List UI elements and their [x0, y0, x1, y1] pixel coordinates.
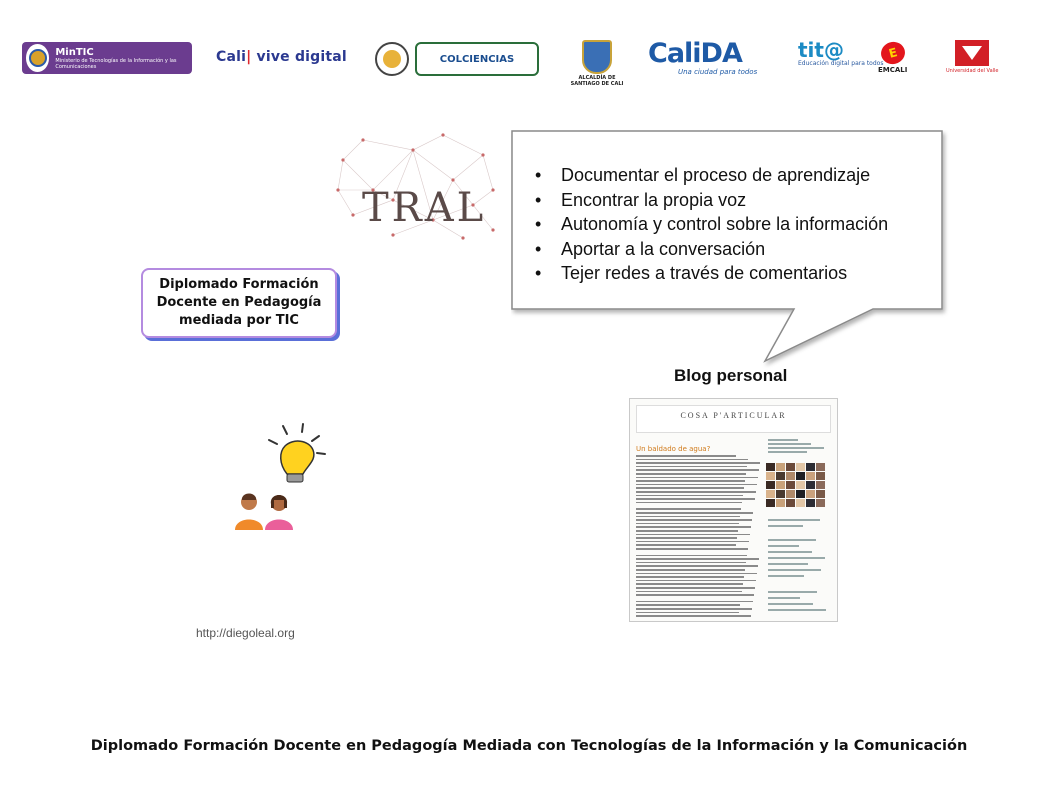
blog-post-title: Un baldado de agua? — [636, 445, 711, 453]
source-url: http://diegoleal.org — [196, 626, 295, 640]
diplomado-label: Diplomado Formación Docente en Pedagogía mediada por TIC — [156, 277, 322, 328]
blog-sidebar-line — [768, 551, 812, 553]
tita-wordmark: tit@ — [798, 38, 844, 62]
blog-name: COSA P'ARTICULAR — [680, 411, 787, 420]
blog-text-line — [636, 484, 757, 486]
blog-text-line — [636, 459, 748, 461]
follower-avatar — [786, 499, 795, 507]
cali-vive-digital-logo: Cali | vive digital — [216, 49, 347, 65]
follower-avatar — [766, 490, 775, 498]
people-icon — [232, 490, 298, 532]
colombia-seal-icon — [26, 44, 49, 72]
cali-vive-digital-b: vive digital — [256, 49, 347, 65]
blog-text-line — [636, 555, 747, 557]
blog-sidebar-line — [768, 443, 811, 445]
blog-sidebar-line — [768, 545, 799, 547]
univalle-label: Universidad del Valle — [946, 68, 999, 74]
blog-sidebar-line — [768, 563, 808, 565]
follower-avatar — [816, 499, 825, 507]
blog-text-line — [636, 462, 760, 464]
blog-text-line — [636, 615, 751, 617]
follower-avatar — [766, 481, 775, 489]
tita-logo — [798, 40, 883, 67]
blog-text-line — [636, 558, 759, 560]
blog-sidebar-line — [768, 439, 798, 441]
blog-text-line — [636, 565, 758, 567]
follower-avatar — [806, 463, 815, 471]
blog-text-line — [636, 541, 749, 543]
colombia-shield-icon — [375, 42, 409, 76]
footer-caption: Diplomado Formación Docente en Pedagogía Mediada con Tecnologías de la Información y la Comunicación — [90, 738, 968, 754]
cali-vive-digital-a: Cali — [216, 49, 247, 65]
blog-text-line — [636, 604, 740, 606]
blog-text-line — [636, 495, 743, 497]
blog-text-line — [636, 512, 753, 514]
blog-text-line — [636, 534, 750, 536]
blog-text-line — [636, 491, 756, 493]
blog-sidebar-line — [768, 597, 800, 599]
blog-text-line — [636, 569, 745, 571]
blog-text-line — [636, 587, 755, 589]
blog-text-line — [636, 480, 745, 482]
blog-text-line — [636, 548, 748, 550]
blog-sidebar-line — [768, 609, 826, 611]
blog-text-line — [636, 526, 751, 528]
tral-benefits-list — [535, 163, 888, 286]
blog-sidebar-line — [768, 519, 820, 521]
blog-personal-title: Blog personal — [674, 366, 788, 385]
blog-text-line — [636, 523, 739, 525]
emcali-mark-icon: E — [878, 39, 907, 66]
follower-avatar — [776, 472, 785, 480]
follower-avatar — [776, 463, 785, 471]
blog-sidebar-line — [768, 447, 824, 449]
follower-avatar — [766, 472, 775, 480]
follower-avatar — [766, 499, 775, 507]
blog-text-line — [636, 594, 754, 596]
list-item: • Aportar a la conversación — [535, 237, 888, 262]
follower-avatar — [816, 463, 825, 471]
blog-text-line — [636, 473, 746, 475]
follower-avatar — [796, 490, 805, 498]
alcaldia-label: ALCALDÍA DE SANTIAGO DE CALI — [570, 75, 624, 87]
follower-avatar — [816, 481, 825, 489]
blog-screenshot — [629, 398, 838, 622]
blog-text-line — [636, 502, 742, 504]
list-item: • Encontrar la propia voz — [535, 188, 888, 213]
univalle-logo — [946, 40, 998, 74]
follower-avatar — [806, 499, 815, 507]
blog-text-line — [636, 466, 747, 468]
blog-text-line — [636, 455, 736, 457]
list-item: • Autonomía y control sobre la información — [535, 212, 888, 237]
list-item: • Tejer redes a través de comentarios — [535, 261, 888, 286]
partner-logos-bar — [0, 30, 1058, 90]
blog-text-line — [636, 573, 757, 575]
blog-text-line — [636, 612, 739, 614]
follower-avatar — [786, 463, 795, 471]
follower-avatar — [806, 472, 815, 480]
blog-text-line — [636, 608, 752, 610]
blog-text-line — [636, 469, 759, 471]
emcali-logo — [878, 42, 907, 74]
emcali-label: EMCALI — [878, 66, 908, 74]
blog-header — [636, 405, 831, 433]
follower-avatar — [816, 490, 825, 498]
tita-tagline: Educación digital para todos — [798, 60, 884, 67]
calida-logo — [648, 40, 757, 76]
follower-avatar — [786, 490, 795, 498]
follower-avatar — [796, 472, 805, 480]
follower-avatar — [796, 463, 805, 471]
blog-text-line — [636, 601, 753, 603]
blog-sidebar-line — [768, 591, 817, 593]
blog-text-line — [636, 591, 742, 593]
calida-tagline: Una ciudad para todos — [678, 68, 758, 76]
blog-sidebar-line — [768, 575, 804, 577]
follower-avatar — [806, 490, 815, 498]
cali-shield-icon — [582, 40, 612, 74]
follower-avatar — [816, 472, 825, 480]
follower-avatar — [806, 481, 815, 489]
blog-text-line — [636, 487, 744, 489]
blog-sidebar-line — [768, 539, 816, 541]
blog-follower-thumbnails — [766, 463, 826, 507]
list-item: • Documentar el proceso de aprendizaje — [535, 163, 888, 188]
blog-sidebar-line — [768, 451, 807, 453]
follower-avatar — [766, 463, 775, 471]
blog-text-line — [636, 544, 736, 546]
follower-avatar — [796, 499, 805, 507]
blog-text-line — [636, 477, 758, 479]
follower-avatar — [786, 481, 795, 489]
blog-text-line — [636, 537, 737, 539]
blog-text-line — [636, 498, 755, 500]
tral-wordmark: TRAL — [362, 185, 487, 231]
blog-text-line — [636, 516, 740, 518]
blog-sidebar-line — [768, 569, 821, 571]
lightbulb-icon — [265, 422, 327, 486]
colciencias-label: COLCIENCIAS — [415, 42, 539, 76]
blog-text-line — [636, 519, 752, 521]
blog-text-line — [636, 576, 744, 578]
blog-text-line — [636, 508, 741, 510]
univalle-mark-icon — [955, 40, 989, 66]
mintic-logo — [22, 42, 192, 74]
follower-avatar — [796, 481, 805, 489]
follower-avatar — [776, 490, 785, 498]
blog-sidebar-line — [768, 557, 825, 559]
colciencias-logo — [375, 42, 539, 76]
alcaldia-cali-logo — [565, 40, 629, 87]
mintic-logo-title: MinTIC — [55, 46, 94, 58]
calida-wordmark: CaliDA — [648, 38, 742, 69]
blog-text-line — [636, 583, 743, 585]
blog-sidebar-line — [768, 525, 803, 527]
follower-avatar — [776, 499, 785, 507]
follower-avatar — [776, 481, 785, 489]
mintic-logo-subtitle: Ministerio de Tecnologías de la Información y las Comunicaciones — [55, 57, 177, 70]
diplomado-label-box — [141, 268, 337, 338]
follower-avatar — [786, 472, 795, 480]
blog-text-line — [636, 580, 756, 582]
blog-text-line — [636, 562, 746, 564]
blog-text-line — [636, 530, 738, 532]
blog-sidebar-line — [768, 603, 813, 605]
